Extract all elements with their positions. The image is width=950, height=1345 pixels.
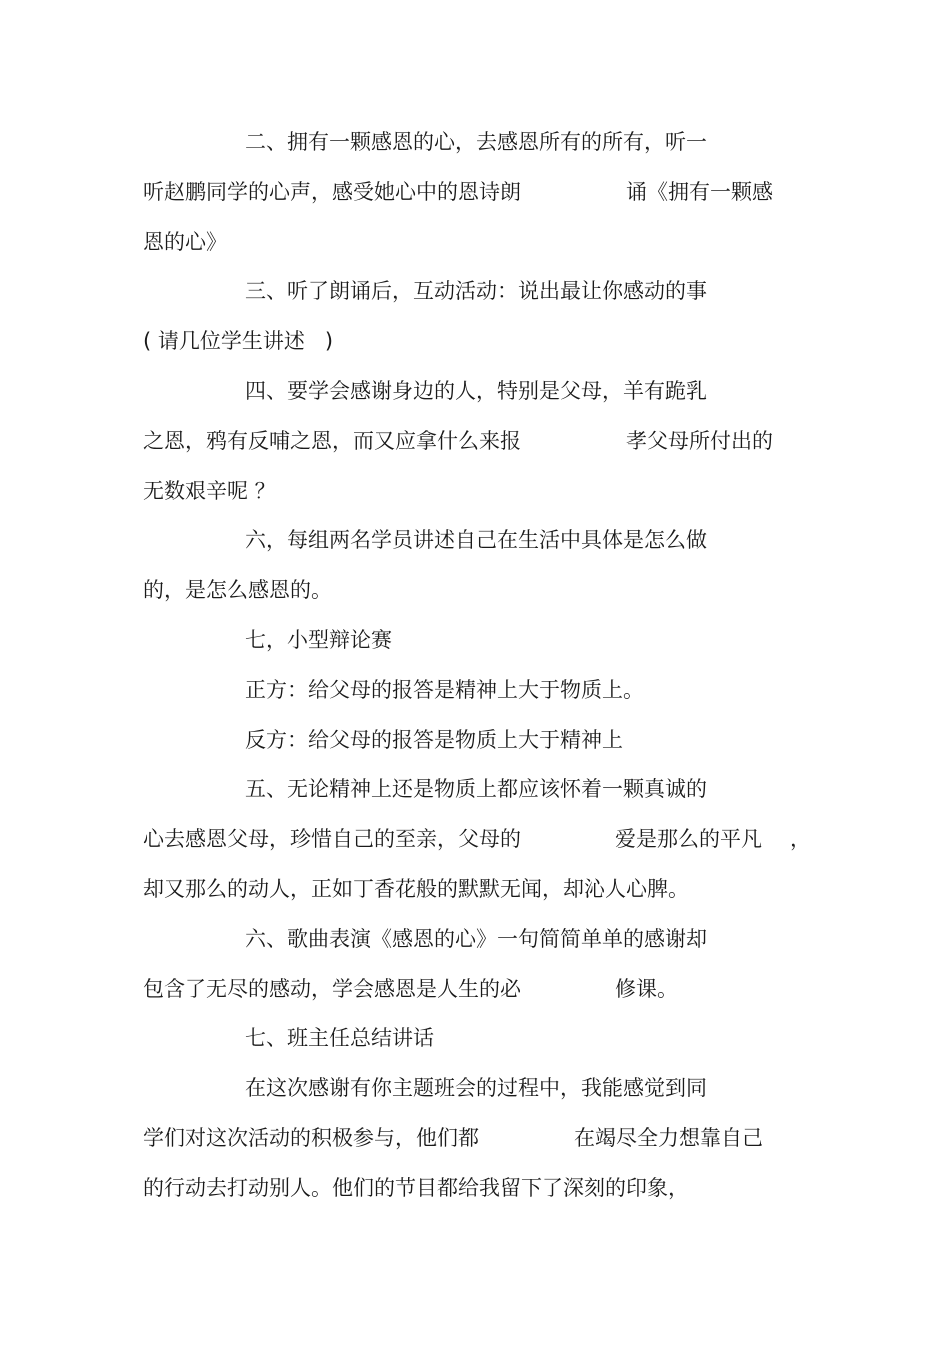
paragraph-line: 六、歌曲表演《感恩的心》一句简简单单的感谢却	[245, 927, 707, 951]
paragraph-line: 在这次感谢有你主题班会的过程中，我能感觉到同	[245, 1076, 707, 1100]
paragraph-line: 反方：给父母的报答是物质上大于精神上	[245, 728, 623, 752]
paragraph-line: 孝父母所付出的	[626, 429, 773, 453]
paragraph-line: 的行动去打动别人。他们的节目都给我留下了深刻的印象，	[143, 1176, 689, 1200]
paragraph-line: 诵《拥有一颗感	[626, 180, 773, 204]
paragraph-line: 六，每组两名学员讲述自己在生活中具体是怎么做	[245, 528, 707, 552]
paragraph-line: 恩的心》	[143, 230, 227, 254]
paragraph-line: 的，是怎么感恩的。	[143, 578, 332, 602]
paragraph-line: 三、听了朗诵后，互动活动：说出最让你感动的事	[245, 279, 707, 303]
paragraph-line: 在竭尽全力想靠自己	[574, 1126, 763, 1150]
paragraph-line: 四、要学会感谢身边的人，特别是父母，羊有跪乳	[245, 379, 707, 403]
paragraph-line: 却又那么的动人，正如丁香花般的默默无闻，却沁人心脾。	[143, 877, 689, 901]
paragraph-line: 无数艰辛呢 ？	[143, 479, 276, 503]
paragraph-line: 七、班主任总结讲话	[245, 1026, 434, 1050]
paragraph-line: 二、拥有一颗感恩的心，去感恩所有的所有，听一	[245, 130, 707, 154]
paragraph-line: 之恩，鸦有反哺之恩，而又应拿什么来报	[143, 429, 521, 453]
paragraph-line: 学们对这次活动的积极参与，他们都	[143, 1126, 479, 1150]
paragraph-line: 五、无论精神上还是物质上都应该怀着一颗真诚的	[245, 777, 707, 801]
paragraph-line: 七，小型辩论赛	[245, 628, 392, 652]
paragraph-line: 心去感恩父母，珍惜自己的至亲，父母的	[143, 827, 521, 851]
paragraph-line: 听赵鹏同学的心声，感受她心中的恩诗朗	[143, 180, 521, 204]
paragraph-line: 修课。	[615, 977, 678, 1001]
paragraph-line: ( 请几位学生讲述 )	[143, 329, 334, 353]
paragraph-line: 正方：给父母的报答是精神上大于物质上。	[245, 678, 644, 702]
paragraph-line: ，	[790, 827, 811, 851]
paragraph-line: 包含了无尽的感动，学会感恩是人生的必	[143, 977, 521, 1001]
paragraph-line: 爱是那么的平凡	[615, 827, 762, 851]
